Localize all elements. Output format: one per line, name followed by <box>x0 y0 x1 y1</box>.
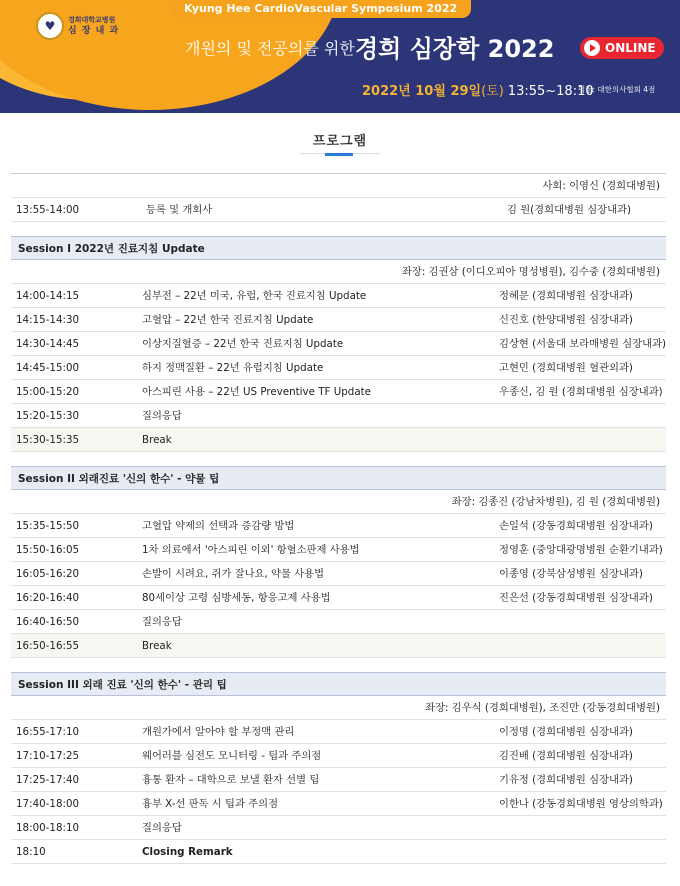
table-row <box>11 332 666 356</box>
row-speaker: 김 원(경희대병원 심장내과) <box>507 204 631 216</box>
row-title: Break <box>142 434 172 446</box>
table-row <box>11 284 666 308</box>
moderator-row <box>11 174 666 198</box>
table-row <box>11 768 666 792</box>
session-header <box>11 672 666 696</box>
logo-text <box>68 15 119 37</box>
row-title: 개원가에서 알아야 할 부정맥 관리 <box>142 726 295 738</box>
session-header <box>11 466 666 490</box>
chair-row <box>11 260 666 284</box>
online-label: ONLINE <box>605 41 656 55</box>
row-speaker: 이정명 (경희대병원 심장내과) <box>499 726 633 738</box>
table-row <box>11 514 666 538</box>
row-title: 질의응답 <box>142 616 182 628</box>
row-time: 15:20-15:30 <box>16 410 80 422</box>
row-time: 16:50-16:55 <box>16 640 80 652</box>
row-time: 17:25-17:40 <box>16 774 80 786</box>
table-row <box>11 816 666 840</box>
row-title: 80세이상 고령 심방세동, 항응고제 사용법 <box>142 592 331 604</box>
row-title: 고혈압 – 22년 한국 진료지침 Update <box>142 314 314 326</box>
row-title: 아스피린 사용 – 22년 US Preventive TF Update <box>142 386 372 398</box>
chair-text: 좌장: 김종진 (강남차병원), 김 원 (경희대병원) <box>451 496 660 508</box>
break-row <box>11 428 666 452</box>
row-time: 14:30-14:45 <box>16 338 80 350</box>
row-title: 하지 정맥질환 – 22년 유럽지침 Update <box>142 362 324 374</box>
table-row <box>11 356 666 380</box>
row-speaker: 이한나 (강동경희대병원 영상의학과) <box>499 798 663 810</box>
row-title: 이상지질혈증 – 22년 한국 진료지침 Update <box>142 338 344 350</box>
table-row <box>11 198 666 222</box>
heart-logo-icon: ♥ <box>36 12 64 40</box>
hospital-logo <box>36 12 119 40</box>
symposium-label: Kyung Hee CardioVascular Symposium 2022 <box>170 0 471 18</box>
play-icon <box>584 40 600 56</box>
table-row <box>11 538 666 562</box>
chair-row <box>11 696 666 720</box>
credit-info: 평점: 대한의사협회 4점 <box>578 85 656 94</box>
session-title: Session III 외래 진료 '신의 한수' - 관리 팁 <box>18 679 227 691</box>
row-time: 15:30-15:35 <box>16 434 80 446</box>
chair-row <box>11 490 666 514</box>
row-speaker: 신진호 (한양대병원 심장내과) <box>499 314 633 326</box>
row-time: 15:35-15:50 <box>16 520 80 532</box>
banner-title: 경희 심장학 2022 <box>355 35 555 63</box>
program-table <box>11 173 666 864</box>
row-speaker: 손일석 (강동경희대병원 심장내과) <box>499 520 653 532</box>
row-title: Closing Remark <box>142 846 233 858</box>
break-row <box>11 634 666 658</box>
session-title: Session I 2022년 진료지침 Update <box>18 243 205 255</box>
row-speaker: 기유정 (경희대병원 심장내과) <box>499 774 633 786</box>
banner-subtitle: 개원의 및 전공의를 위한 <box>185 39 355 58</box>
section-spacer <box>11 452 666 466</box>
online-badge <box>580 37 664 59</box>
logo-line2: 심 장 내 과 <box>68 26 120 36</box>
row-title: 질의응답 <box>142 822 182 834</box>
section-spacer <box>11 222 666 236</box>
chair-text: 좌장: 김우식 (경희대병원), 조진만 (강동경희대병원) <box>425 702 660 714</box>
table-row <box>11 840 666 864</box>
table-row <box>11 380 666 404</box>
row-time: 14:15-14:30 <box>16 314 80 326</box>
table-row <box>11 586 666 610</box>
program-heading: 프로그램 <box>312 134 368 149</box>
row-time: 17:10-17:25 <box>16 750 80 762</box>
row-speaker: 이종영 (강북삼성병원 심장내과) <box>499 568 643 580</box>
time-text: 13:55~18:10 <box>507 84 594 99</box>
table-row <box>11 562 666 586</box>
table-row <box>11 744 666 768</box>
table-row <box>11 404 666 428</box>
day-text: (토) <box>481 84 504 99</box>
row-speaker: 고현민 (경희대병원 혈관외과) <box>499 362 633 374</box>
row-time: 18:10 <box>16 846 46 858</box>
row-time: 16:05-16:20 <box>16 568 80 580</box>
row-title: 1차 의료에서 '아스피린 이외' 항혈소판제 사용법 <box>142 544 360 556</box>
row-title: 고혈압 약제의 선택과 증감량 방법 <box>142 520 295 532</box>
row-time: 15:00-15:20 <box>16 386 80 398</box>
session-title: Session II 외래진료 '신의 한수' - 약물 팁 <box>18 473 220 485</box>
session-header <box>11 236 666 260</box>
row-speaker: 김상현 (서울대 보라매병원 심장내과) <box>499 338 667 350</box>
row-time: 16:40-16:50 <box>16 616 80 628</box>
heading-accent-bar <box>325 153 353 156</box>
date-text: 2022년 10월 29일 <box>362 84 482 99</box>
table-row <box>11 792 666 816</box>
row-title: 심부전 – 22년 미국, 유럽, 한국 진료지침 Update <box>142 290 367 302</box>
row-title: 웨어러블 심전도 모니터링 - 팁과 주의점 <box>142 750 322 762</box>
row-time: 13:55-14:00 <box>16 204 80 216</box>
row-time: 18:00-18:10 <box>16 822 80 834</box>
row-time: 16:20-16:40 <box>16 592 80 604</box>
row-title: 질의응답 <box>142 410 182 422</box>
row-time: 14:45-15:00 <box>16 362 80 374</box>
chair-text: 좌장: 김권삼 (이디오피아 명성병원), 김수중 (경희대병원) <box>401 266 660 278</box>
row-speaker: 정혜문 (경희대병원 심장내과) <box>499 290 633 302</box>
row-speaker: 진은선 (강동경희대병원 심장내과) <box>499 592 653 604</box>
row-title: Break <box>142 640 172 652</box>
row-title: 등록 및 개회사 <box>146 204 213 216</box>
moderator-text: 사회: 이영신 (경희대병원) <box>542 180 660 192</box>
row-time: 17:40-18:00 <box>16 798 80 810</box>
row-title: 흉부 X-선 판독 시 팁과 주의점 <box>142 798 279 810</box>
row-title: 흉통 환자 – 대학으로 보낼 환자 선별 팁 <box>142 774 320 786</box>
table-row <box>11 610 666 634</box>
table-row <box>11 308 666 332</box>
row-speaker: 우종신, 김 원 (경희대병원 심장내과) <box>499 386 663 398</box>
row-time: 15:50-16:05 <box>16 544 80 556</box>
header-banner <box>0 0 680 113</box>
row-time: 16:55-17:10 <box>16 726 80 738</box>
row-speaker: 정영훈 (중앙대광명병원 순환기내과) <box>499 544 663 556</box>
table-row <box>11 720 666 744</box>
row-title: 손발이 시려요, 쥐가 잘나요, 약물 사용법 <box>142 568 325 580</box>
row-speaker: 김진배 (경희대병원 심장내과) <box>499 750 633 762</box>
section-spacer <box>11 658 666 672</box>
logo-line1: 경희대학교병원 <box>68 16 116 24</box>
row-time: 14:00-14:15 <box>16 290 80 302</box>
event-date <box>362 80 594 99</box>
